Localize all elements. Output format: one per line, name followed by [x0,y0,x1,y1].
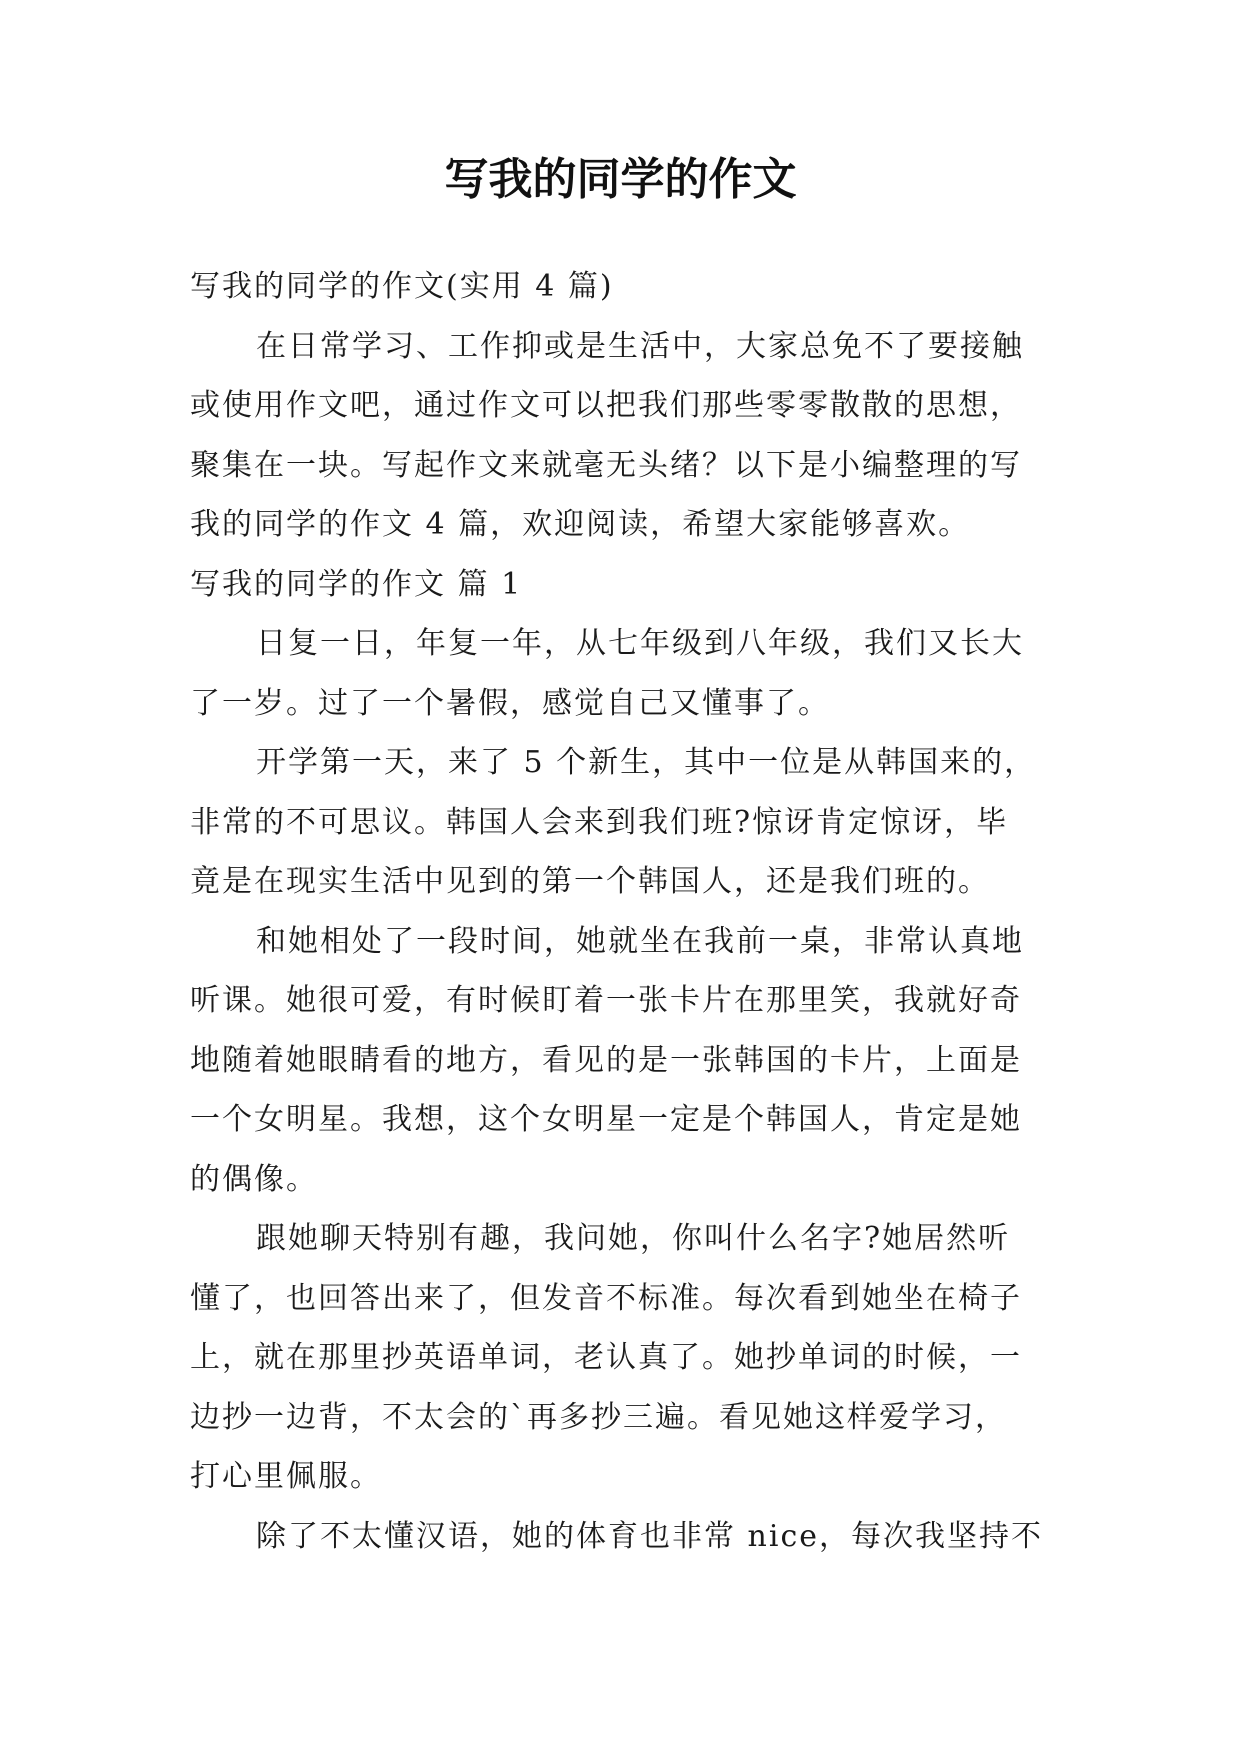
text-line: 非常的不可思议。韩国人会来到我们班?惊讶肯定惊讶，毕 [190,804,1009,840]
text-line: 写我的同学的作文 篇 1 [190,566,523,602]
text-line: 地随着她眼睛看的地方，看见的是一张韩国的卡片，上面是 [190,1042,1022,1078]
text-line: 边抄一边背，不太会的`再多抄三遍。看见她这样爱学习， [190,1399,1007,1435]
text-line: 聚集在一块。写起作文来就毫无头绪？以下是小编整理的写 [190,447,1022,483]
text-line: 听课。她很可爱，有时候盯着一张卡片在那里笑，我就好奇 [190,983,1022,1018]
paragraph-first-line: 和她相处了一段时间，她就坐在我前一桌，非常认真地 [256,923,1024,959]
text-line: 我的同学的作文 4 篇，欢迎阅读，希望大家能够喜欢。 [190,507,971,542]
document-body [190,257,1060,1566]
text-line: 写我的同学的作文(实用 4 篇) [190,269,614,304]
text-line: 上，就在那里抄英语单词，老认真了。她抄单词的时候，一 [190,1340,1022,1375]
paragraph-first-line: 除了不太懂汉语，她的体育也非常 nice，每次我坚持不 [256,1518,1044,1554]
paragraph-first-line: 在日常学习、工作抑或是生活中，大家总免不了要接触 [256,328,1024,364]
text-line: 或使用作文吧，通过作文可以把我们那些零零散散的思想， [190,388,1022,423]
text-line: 一个女明星。我想，这个女明星一定是个韩国人，肯定是她 [190,1102,1022,1137]
text-line: 懂了，也回答出来了，但发音不标准。每次看到她坐在椅子 [190,1280,1022,1316]
paragraph-first-line: 开学第一天，来了 5 个新生，其中一位是从韩国来的， [256,745,1037,780]
paragraph-first-line: 跟她聊天特别有趣，我问她，你叫什么名字?她居然听 [256,1221,1011,1256]
text-line: 打心里佩服。 [190,1459,382,1494]
text-line: 了一岁。过了一个暑假，感觉自己又懂事了。 [190,685,830,721]
text-line: 竟是在现实生活中见到的第一个韩国人，还是我们班的。 [190,864,990,899]
paragraph-first-line: 日复一日，年复一年，从七年级到八年级，我们又长大 [256,626,1024,661]
text-line: 的偶像。 [190,1161,318,1197]
document-title: 写我的同学的作文 [444,154,797,205]
